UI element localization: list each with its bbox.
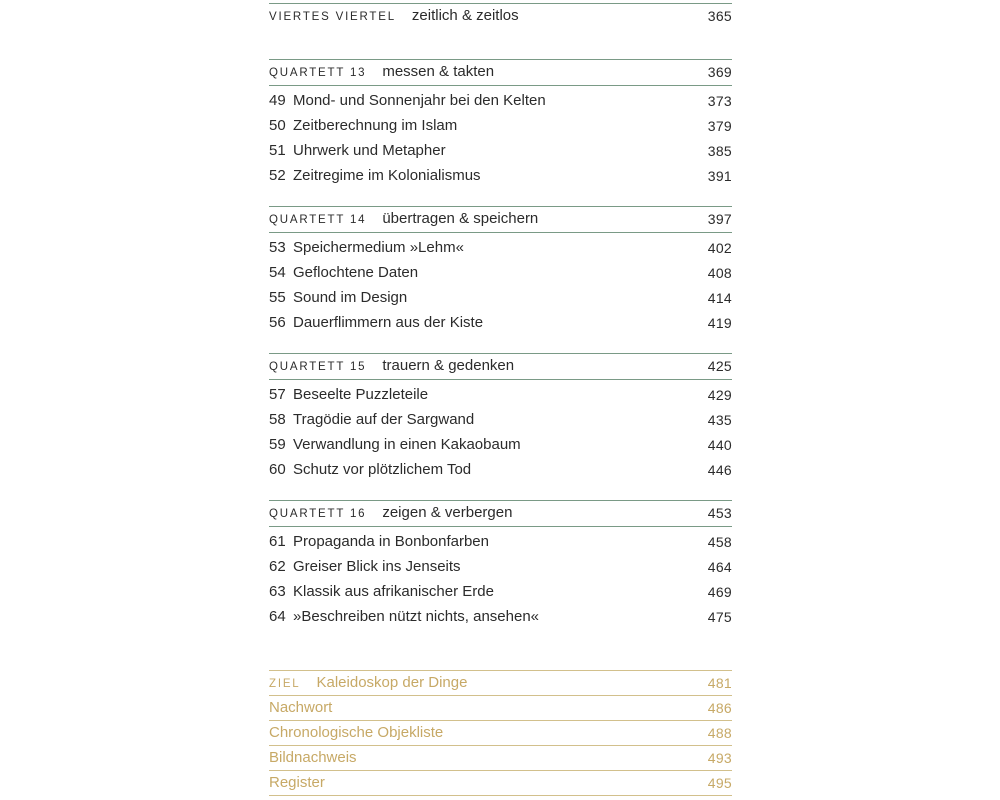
- quartet-label: QUARTETT 16: [269, 507, 367, 520]
- entry-page: 379: [707, 118, 732, 134]
- entry-page: 391: [707, 168, 732, 184]
- entry-page: 419: [707, 315, 732, 331]
- toc-entry: [269, 408, 732, 432]
- entry-number: 52: [269, 167, 286, 184]
- entry-page: 402: [707, 240, 732, 256]
- toc-entry: [269, 383, 732, 407]
- toc-entry: [269, 311, 732, 335]
- toc-entry: [269, 139, 732, 163]
- entry-number: 56: [269, 314, 286, 331]
- quarter-heading: [269, 4, 732, 28]
- section-rule: [269, 526, 732, 527]
- entry-title: Beseelte Puzzleteile: [293, 386, 429, 403]
- entry-page: 408: [707, 265, 732, 281]
- quartet-label: QUARTETT 15: [269, 360, 367, 373]
- toc-entry: [269, 89, 732, 113]
- entry-title: Greiser Blick ins Jenseits: [293, 558, 461, 575]
- ziel-label: ZIEL: [269, 677, 301, 690]
- entry-title: Speichermedium »Lehm«: [293, 239, 464, 256]
- entry-title: Zeitberechnung im Islam: [293, 117, 458, 134]
- toc-entry: [269, 261, 732, 285]
- entry-page: 475: [707, 609, 732, 625]
- appendix-title: Chronologische Objekliste: [269, 724, 444, 741]
- section-rule: [269, 232, 732, 233]
- entry-title: Sound im Design: [293, 289, 408, 306]
- entry-number: 51: [269, 142, 286, 159]
- entry-title: Tragödie auf der Sargwand: [293, 411, 475, 428]
- ziel-title: Kaleidoskop der Dinge: [316, 673, 468, 691]
- appendix-rule: [269, 795, 732, 796]
- quarter-label: VIERTES VIERTEL: [269, 10, 396, 23]
- quartet-heading: [269, 207, 732, 231]
- quartet-heading: [269, 501, 732, 525]
- entry-title: Verwandlung in einen Kakaobaum: [293, 436, 521, 453]
- entry-title: Dauerflimmern aus der Kiste: [293, 314, 484, 331]
- toc-entry: [269, 605, 732, 629]
- section-rule: [269, 379, 732, 380]
- entry-title: Klassik aus afrikanischer Erde: [293, 583, 494, 600]
- quartet-title: zeigen & verbergen: [382, 503, 513, 521]
- appendix-entry: [269, 771, 732, 795]
- appendix-page: 495: [707, 775, 732, 791]
- quartet-page: 453: [707, 505, 732, 521]
- entry-title: Propaganda in Bonbonfarben: [293, 533, 489, 550]
- entry-page: 429: [707, 387, 732, 403]
- entry-page: 469: [707, 584, 732, 600]
- section-rule: [269, 85, 732, 86]
- entry-title: Geflochtene Daten: [293, 264, 419, 281]
- quartet-heading: [269, 60, 732, 84]
- appendix-page: 493: [707, 750, 732, 766]
- quartet-title: messen & takten: [382, 62, 495, 80]
- quartet-heading: [269, 354, 732, 378]
- quartet-label: QUARTETT 13: [269, 66, 367, 79]
- entry-number: 57: [269, 386, 286, 403]
- entry-page: 414: [707, 290, 732, 306]
- appendix-title: Bildnachweis: [269, 749, 357, 766]
- entry-title: Uhrwerk und Metapher: [293, 142, 446, 159]
- toc-entry: [269, 286, 732, 310]
- entry-page: 435: [707, 412, 732, 428]
- entry-number: 58: [269, 411, 286, 428]
- quarter-title: zeitlich & zeitlos: [411, 6, 519, 24]
- toc-entry: [269, 433, 732, 457]
- toc-entry: [269, 530, 732, 554]
- toc-entry: [269, 164, 732, 188]
- entry-number: 53: [269, 239, 286, 256]
- entry-title: Mond- und Sonnenjahr bei den Kelten: [293, 92, 546, 109]
- appendix-title: Register: [269, 774, 325, 791]
- table-of-contents: [269, 0, 732, 800]
- entry-page: 385: [707, 143, 732, 159]
- appendix-entry: [269, 721, 732, 745]
- entry-page: 458: [707, 534, 732, 550]
- entry-number: 49: [269, 92, 286, 109]
- entry-number: 55: [269, 289, 286, 306]
- entry-number: 54: [269, 264, 286, 281]
- toc-entry: [269, 236, 732, 260]
- entry-number: 64: [269, 608, 286, 625]
- entry-number: 61: [269, 533, 286, 550]
- entry-number: 60: [269, 461, 286, 478]
- entry-title: Zeitregime im Kolonialismus: [293, 167, 481, 184]
- appendix-page: 486: [707, 700, 732, 716]
- toc-entry: [269, 114, 732, 138]
- entry-number: 59: [269, 436, 286, 453]
- quartet-title: übertragen & speichern: [382, 209, 539, 227]
- toc-entry: [269, 580, 732, 604]
- quartet-page: 425: [707, 358, 732, 374]
- entry-page: 373: [707, 93, 732, 109]
- quartet-page: 369: [707, 64, 732, 80]
- quarter-page: 365: [707, 8, 732, 24]
- entry-page: 440: [707, 437, 732, 453]
- entry-title: Schutz vor plötzlichem Tod: [293, 461, 472, 478]
- quartet-page: 397: [707, 211, 732, 227]
- entry-title: »Beschreiben nützt nichts, ansehen«: [293, 608, 539, 625]
- entry-number: 62: [269, 558, 286, 575]
- quartet-label: QUARTETT 14: [269, 213, 367, 226]
- appendix-entry: [269, 746, 732, 770]
- entry-page: 464: [707, 559, 732, 575]
- entry-page: 446: [707, 462, 732, 478]
- appendix-title: Nachwort: [269, 699, 333, 716]
- entry-number: 50: [269, 117, 286, 134]
- toc-entry: [269, 555, 732, 579]
- ziel-page: 481: [707, 675, 732, 691]
- appendix-entry: [269, 696, 732, 720]
- appendix-page: 488: [707, 725, 732, 741]
- quartet-title: trauern & gedenken: [382, 356, 515, 374]
- toc-entry: [269, 458, 732, 482]
- entry-number: 63: [269, 583, 286, 600]
- appendix-ziel: [269, 671, 732, 695]
